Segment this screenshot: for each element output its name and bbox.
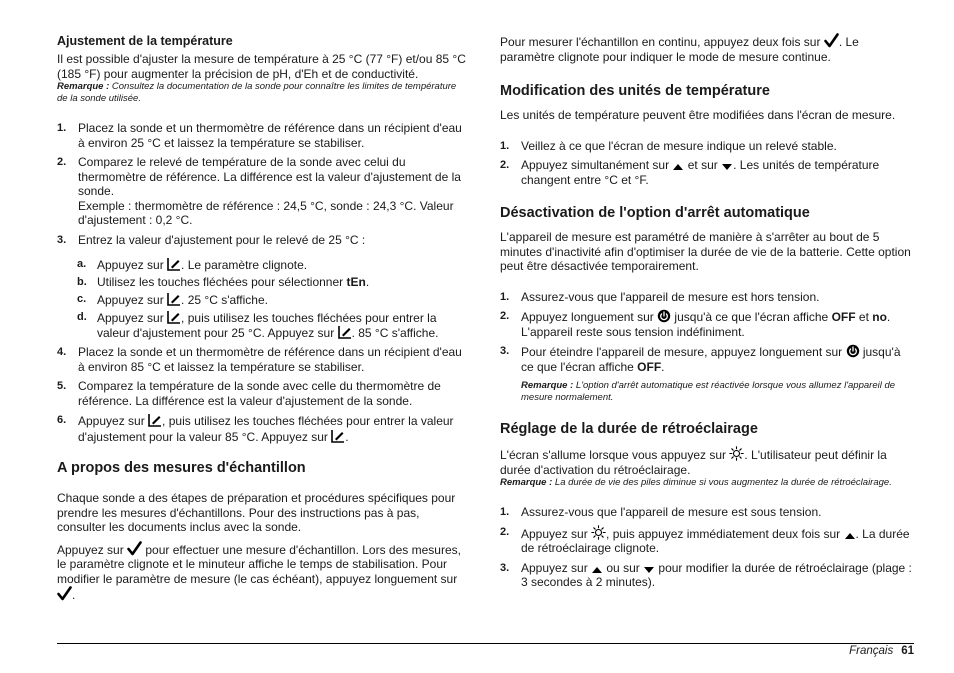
step-text: Appuyez longuement sur [521, 310, 654, 324]
step-number: 3. [57, 233, 67, 246]
step-text: . L'appareil reste sous tension indéfiniment. [521, 310, 891, 339]
auto-off-intro: L'appareil de mesure est paramétré de manière à s'arrêter au bout de 5 minutes d'inactivité afin d'optimiser la durée de vie de la batterie. Cette option peut être désactivée temporairement. [500, 230, 911, 273]
step-number: 6. [57, 414, 67, 426]
step-example: Exemple : thermomètre de référence : 24,5 °C, sonde : 24,3 °C. Valeur d'ajustement : 0,2 °C. [78, 198, 454, 227]
substep-text: Appuyez sur [97, 293, 164, 307]
step-number: 2. [57, 156, 67, 168]
step-5 [57, 379, 469, 408]
units-heading: Modification des unités de température [500, 83, 770, 99]
backlight-intro [500, 446, 914, 477]
step-bold: OFF [831, 310, 856, 324]
power-icon [657, 309, 671, 323]
substep-text: . Le paramètre clignote. [181, 258, 308, 272]
step-number: 2. [500, 525, 510, 538]
right-column [500, 33, 914, 595]
backlight-text: . L'utilisateur peut définir la durée d'activation du rétroéclairage. [500, 448, 887, 477]
step-text: Pour éteindre l'appareil de mesure, appuyez longuement sur [521, 345, 843, 359]
checkmark-icon [127, 541, 142, 556]
temp-adjust-note [57, 81, 469, 105]
continuous-text: . Le paramètre clignote pour indiquer le mode de mesure continue. [500, 35, 859, 64]
continuous-text: Pour mesurer l'échantillon en continu, appuyez deux fois sur [500, 35, 821, 49]
step-text: Veillez à ce que l'écran de mesure indique un relevé stable. [521, 138, 837, 153]
edit-pencil-icon [167, 292, 181, 306]
step-text: pour modifier la durée de rétroéclairage (plage : 3 secondes à 2 minutes). [521, 560, 912, 589]
step-4 [57, 345, 469, 374]
step-1 [500, 290, 914, 305]
step-1 [57, 121, 469, 150]
backlight-heading: Réglage de la durée de rétroéclairage [500, 421, 758, 437]
substep-letter: b. [77, 276, 87, 288]
step-3 [500, 561, 914, 590]
step-bold: OFF [637, 359, 662, 374]
footer-language: Français [849, 645, 894, 657]
substep-text: . 85 °C s'affiche. [351, 326, 439, 340]
step-1 [500, 139, 914, 154]
note-label: Remarque : [500, 477, 553, 488]
substep-letter: d. [77, 311, 87, 323]
substep-d [77, 310, 469, 340]
sample-text: Appuyez sur [57, 542, 124, 557]
step-text: Comparez le relevé de température de la sonde avec celui du thermomètre de référence. La différence est la valeur d'ajustement de la sonde. [78, 155, 461, 198]
units-steps [500, 139, 914, 188]
note-label: Remarque : [521, 380, 574, 391]
step-text: . La durée de rétroéclairage clignote. [521, 526, 910, 555]
substep-letter: c. [77, 293, 87, 305]
checkmark-icon [57, 586, 72, 601]
page-number: 61 [901, 645, 914, 657]
temp-adjust-heading: Ajustement de la température [57, 34, 233, 48]
step-text: Appuyez simultanément sur [521, 158, 670, 172]
backlight-sun-icon [729, 446, 744, 461]
step-6 [57, 413, 469, 444]
step-text: Appuyez sur [521, 526, 588, 541]
step-text: . [661, 359, 665, 374]
step-number: 2. [500, 310, 510, 322]
substep-text: . 25 °C s'affiche. [181, 293, 268, 307]
step-1 [500, 505, 914, 520]
step-text: Appuyez sur [521, 560, 588, 575]
step-number: 3. [500, 345, 510, 357]
footer-rule [57, 643, 914, 644]
units-intro: Les unités de température peuvent être modifiées dans l'écran de mesure. [500, 108, 896, 122]
step-text: , puis utilisez les touches fléchées pour entrer la valeur d'ajustement pour la valeur 85 °C. Appuyez sur [78, 414, 454, 444]
sample-text: . [72, 588, 76, 602]
substep-bold: tEn [346, 275, 366, 289]
arrow-up-icon [844, 532, 856, 540]
step-text: et [855, 310, 873, 324]
substep-text: . [365, 275, 370, 289]
sample-text: pour effectuer une mesure d'échantillon. Lors des mesures, le paramètre clignote et le minuteur affiche le temps de stabilisation. Pour modifier le paramètre de mesure (le cas échéant), appuyez longuement sur [57, 542, 461, 586]
edit-pencil-icon [331, 429, 345, 443]
step-text: , puis appuyez immédiatement deux fois sur [606, 526, 841, 541]
arrow-up-icon [672, 163, 684, 171]
note-label: Remarque : [57, 81, 110, 92]
substep-text: Appuyez sur [97, 258, 164, 272]
step-text: . Les unités de température changent entre °C et °F. [521, 158, 880, 187]
step-number: 3. [500, 561, 510, 574]
backlight-note [500, 477, 914, 489]
backlight-sun-icon [591, 525, 606, 540]
substep-text: Utilisez les touches fléchées pour sélectionner [97, 275, 347, 289]
arrow-up-icon [591, 566, 603, 574]
sample-p1: Chaque sonde a des étapes de préparation et procédures spécifiques pour prendre les mesures d'échantillons. Pour des instructions pas à pas, consulter les documents inclus avec la sonde. [57, 491, 456, 534]
left-column [57, 33, 469, 609]
continuous-measure [500, 33, 914, 64]
step-text: et sur [684, 158, 718, 172]
step-text: Assurez-vous que l'appareil de mesure est sous tension. [521, 505, 822, 519]
page-footer [849, 644, 914, 658]
step-number: 2. [500, 159, 510, 171]
temp-adjust-steps [57, 121, 469, 444]
step-text: Placez la sonde et un thermomètre de référence dans un récipient d'eau à environ 85 °C et laissez la température se stabiliser. [78, 345, 462, 374]
step-text: . [345, 429, 349, 444]
step-2 [57, 155, 469, 228]
step-text: Entrez la valeur d'ajustement pour le relevé de 25 °C : [78, 232, 366, 247]
step-text: Placez la sonde et un thermomètre de référence dans un récipient d'eau à environ 25 °C et laissez la température se stabiliser. [78, 121, 462, 150]
step-text: jusqu'à ce que l'écran affiche [521, 345, 901, 374]
checkmark-icon [824, 33, 839, 48]
arrow-down-icon [643, 566, 655, 574]
step-number: 1. [57, 122, 67, 134]
power-icon [846, 344, 860, 358]
edit-pencil-icon [167, 257, 181, 271]
backlight-steps [500, 505, 914, 590]
backlight-text: L'écran s'allume lorsque vous appuyez sur [500, 448, 727, 462]
step-text: Appuyez sur [78, 414, 145, 428]
step-text: ou sur [603, 560, 640, 575]
substep-a [77, 257, 469, 272]
substep-letter: a. [77, 258, 87, 270]
edit-pencil-icon [167, 310, 181, 324]
step-number: 4. [57, 346, 67, 358]
step-2 [500, 525, 914, 556]
substep-text: , puis utilisez les touches fléchées pour entrer la valeur d'ajustement pour 25 °C. Appuyez sur [97, 311, 437, 340]
note-text: Consultez la documentation de la sonde pour connaître les limites de température de la sonde utilisée. [57, 81, 457, 104]
step-3 [57, 233, 469, 248]
step-number: 1. [500, 139, 510, 152]
temp-adjust-intro: Il est possible d'ajuster la mesure de température à 25 °C (77 °F) et/ou 85 °C (185 °F) pour augmenter la précision de pH, d'Eh et de conductivité. [57, 52, 466, 81]
edit-pencil-icon [338, 325, 352, 339]
substep-b [77, 275, 469, 289]
step-3 [500, 344, 914, 404]
sample-p2 [57, 541, 469, 603]
step-bold: no [872, 310, 887, 324]
auto-off-note [521, 380, 914, 404]
step-text: Assurez-vous que l'appareil de mesure est hors tension. [521, 289, 820, 304]
step-2 [500, 309, 914, 339]
step-number: 1. [500, 506, 510, 518]
step-3-substeps [77, 257, 469, 340]
substep-text: Appuyez sur [97, 311, 164, 325]
note-text: La durée de vie des piles diminue si vous augmentez la durée de rétroéclairage. [552, 477, 892, 488]
note-text: L'option d'arrêt automatique est réactivée lorsque vous allumez l'appareil de mesure normalement. [521, 380, 896, 403]
auto-off-steps [500, 290, 914, 405]
step-number: 5. [57, 380, 67, 392]
step-2 [500, 158, 914, 187]
edit-pencil-icon [148, 413, 162, 427]
step-text: Comparez la température de la sonde avec celle du thermomètre de référence. La différence est la valeur d'ajustement de la sonde. [78, 379, 441, 408]
step-number: 1. [500, 290, 510, 303]
substep-c [77, 292, 469, 307]
auto-off-heading: Désactivation de l'option d'arrêt automatique [500, 205, 810, 221]
arrow-down-icon [721, 163, 733, 171]
sample-heading: A propos des mesures d'échantillon [57, 460, 306, 476]
step-text: jusqu'à ce que l'écran affiche [671, 310, 832, 324]
